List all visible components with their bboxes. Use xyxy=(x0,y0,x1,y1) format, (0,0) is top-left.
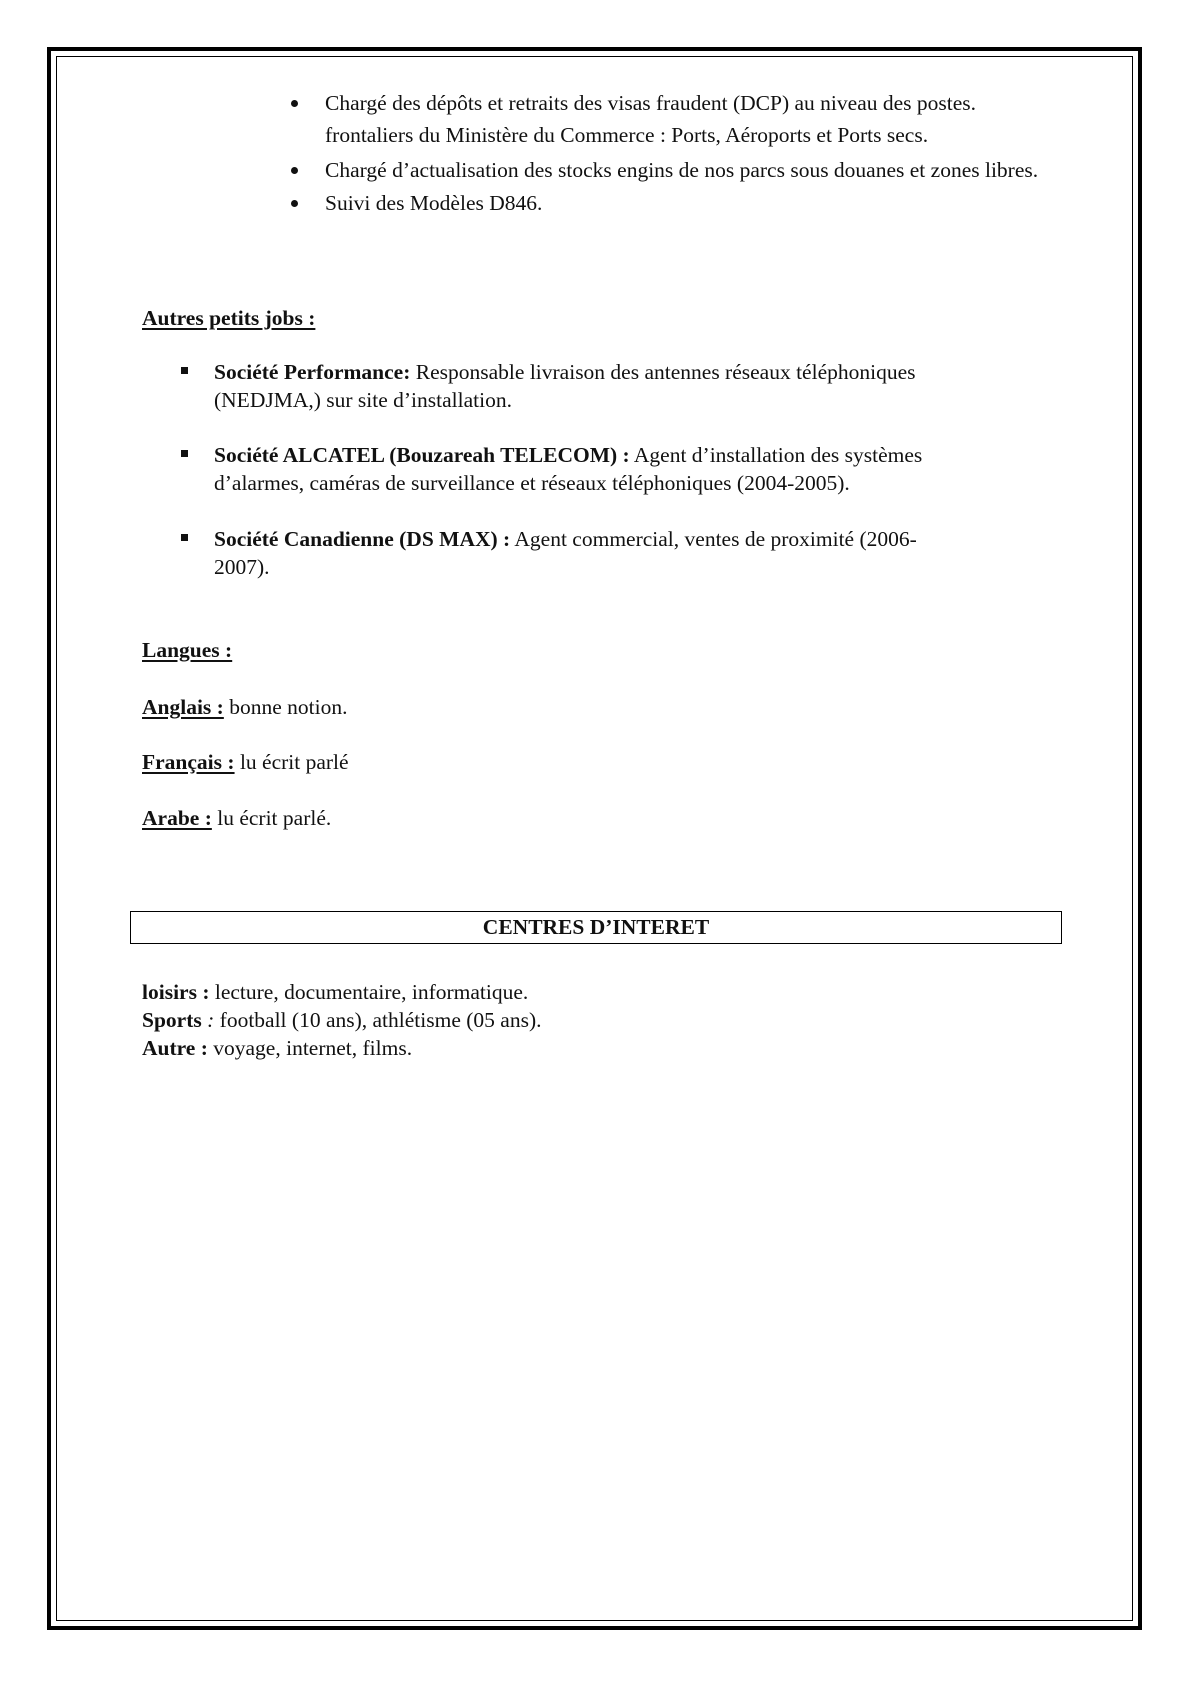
job-company: Société Canadienne (DS MAX) : xyxy=(214,527,511,551)
bullet-icon xyxy=(291,167,298,174)
job-description: Agent d’installation des systèmes xyxy=(629,443,923,467)
job-line: (NEDJMA,) sur site d’installation. xyxy=(214,388,512,412)
bullet-icon xyxy=(291,100,298,107)
language-label: Anglais : xyxy=(142,695,224,719)
list-item-line: Suivi des Modèles D846. xyxy=(325,191,543,215)
square-bullet-icon xyxy=(181,534,188,541)
interest-value: lecture, documentaire, informatique. xyxy=(209,980,529,1004)
language-line xyxy=(142,804,331,832)
job-line xyxy=(214,525,917,553)
job-line: 2007). xyxy=(214,555,270,579)
job-line: d’alarmes, caméras de surveillance et réseaux téléphoniques (2004-2005). xyxy=(214,471,850,495)
job-description: Agent commercial, ventes de proximité (2006- xyxy=(510,527,917,551)
interest-value: voyage, internet, films. xyxy=(207,1036,413,1060)
list-item-line: Chargé d’actualisation des stocks engins de nos parcs sous douanes et zones libres. xyxy=(325,158,1039,182)
interest-line xyxy=(142,1006,541,1034)
language-level: bonne notion. xyxy=(223,695,348,719)
interest-line xyxy=(142,1034,412,1062)
language-line xyxy=(142,693,347,721)
square-bullet-icon xyxy=(181,367,188,374)
interest-line xyxy=(142,978,528,1006)
section-heading-jobs: Autres petits jobs : xyxy=(142,306,316,330)
language-label: Français : xyxy=(142,750,235,774)
bullet-icon xyxy=(291,200,298,207)
interest-label: loisirs : xyxy=(142,980,210,1004)
language-label: Arabe : xyxy=(142,806,212,830)
job-line xyxy=(214,441,922,469)
list-item-line: frontaliers du Ministère du Commerce : Ports, Aéroports et Ports secs. xyxy=(325,123,929,147)
job-line xyxy=(214,358,916,386)
square-bullet-icon xyxy=(181,450,188,457)
interest-label: Sports xyxy=(142,1008,202,1032)
language-level: lu écrit parlé. xyxy=(211,806,332,830)
job-description: Responsable livraison des antennes réseaux téléphoniques xyxy=(410,360,916,384)
job-company: Société ALCATEL (Bouzareah TELECOM) : xyxy=(214,443,630,467)
language-level: lu écrit parlé xyxy=(234,750,349,774)
section-heading-languages: Langues : xyxy=(142,638,233,662)
interest-separator: : xyxy=(201,1008,215,1032)
interest-label: Autre : xyxy=(142,1036,208,1060)
section-title-interests: CENTRES D’INTERET xyxy=(130,911,1062,944)
list-item-line: Chargé des dépôts et retraits des visas fraudent (DCP) au niveau des postes. xyxy=(325,91,977,115)
interest-value: football (10 ans), athlétisme (05 ans). xyxy=(214,1008,542,1032)
job-company: Société Performance: xyxy=(214,360,411,384)
language-line xyxy=(142,748,349,776)
